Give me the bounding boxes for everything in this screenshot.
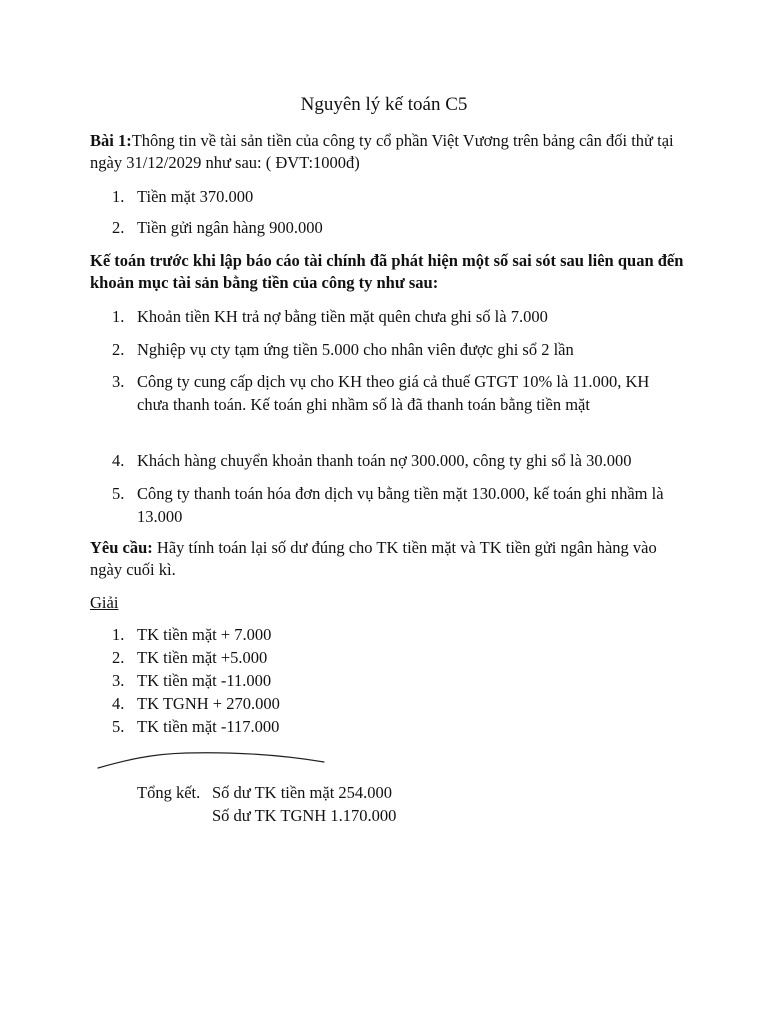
list-item: 4. Khách hàng chuyển khoản thanh toán nợ 300.000, công ty ghi sổ là 30.000 [112, 451, 632, 470]
solution-heading: Giải [90, 593, 119, 612]
exercise-intro [90, 130, 690, 174]
hand-drawn-divider [96, 746, 336, 776]
summary-cash-balance: Số dư TK tiền mặt 254.000 [212, 783, 393, 802]
errors-heading: Kế toán trước khi lập báo cáo tài chính đã phát hiện một số sai sót sau liên quan đến khoản mục tài sản bằng tiền của công ty như sau: [90, 251, 684, 292]
exercise-intro-text: Thông tin về tài sản tiền của công ty cổ phần Việt Vương trên bảng cân đối thử tại ngày 31/12/2029 như sau: ( ĐVT:1000đ) [90, 131, 674, 172]
summary-label: Tổng kết. [137, 783, 201, 802]
list-item: 2. TK tiền mặt +5.000 [112, 648, 268, 667]
list-item: 5. TK tiền mặt -117.000 [112, 717, 280, 736]
list-item: 3. TK tiền mặt -11.000 [112, 671, 272, 690]
list-item: 3. Công ty cung cấp dịch vụ cho KH theo giá cả thuế GTGT 10% là 11.000, KH chưa thanh toán. Kế toán ghi nhầm số là đã thanh toán bằng tiền mặt [112, 372, 650, 414]
list-item: 2. Tiền gửi ngân hàng 900.000 [112, 218, 323, 237]
list-item: 2. Nghiệp vụ cty tạm ứng tiền 5.000 cho nhân viên được ghi sổ 2 lần [112, 340, 574, 359]
summary-line-1 [137, 781, 200, 804]
list-item: 1. Khoản tiền KH trả nợ bằng tiền mặt quên chưa ghi số là 7.000 [112, 307, 548, 326]
requirement-text: Hãy tính toán lại số dư đúng cho TK tiền mặt và TK tiền gửi ngân hàng vào ngày cuối kì. [90, 538, 657, 579]
requirement [90, 537, 690, 581]
requirement-label: Yêu cầu: [90, 538, 153, 557]
summary-bank-balance: Số dư TK TGNH 1.170.000 [212, 806, 397, 825]
list-item: 5. Công ty thanh toán hóa đơn dịch vụ bằng tiền mặt 130.000, kế toán ghi nhầm là 13.000 [112, 484, 664, 526]
list-item: 1. Tiền mặt 370.000 [112, 187, 254, 206]
exercise-label: Bài 1: [90, 131, 132, 150]
list-item: 1. TK tiền mặt + 7.000 [112, 625, 272, 644]
page-title: Nguyên lý kế toán C5 [300, 94, 468, 115]
list-item: 4. TK TGNH + 270.000 [112, 694, 280, 713]
